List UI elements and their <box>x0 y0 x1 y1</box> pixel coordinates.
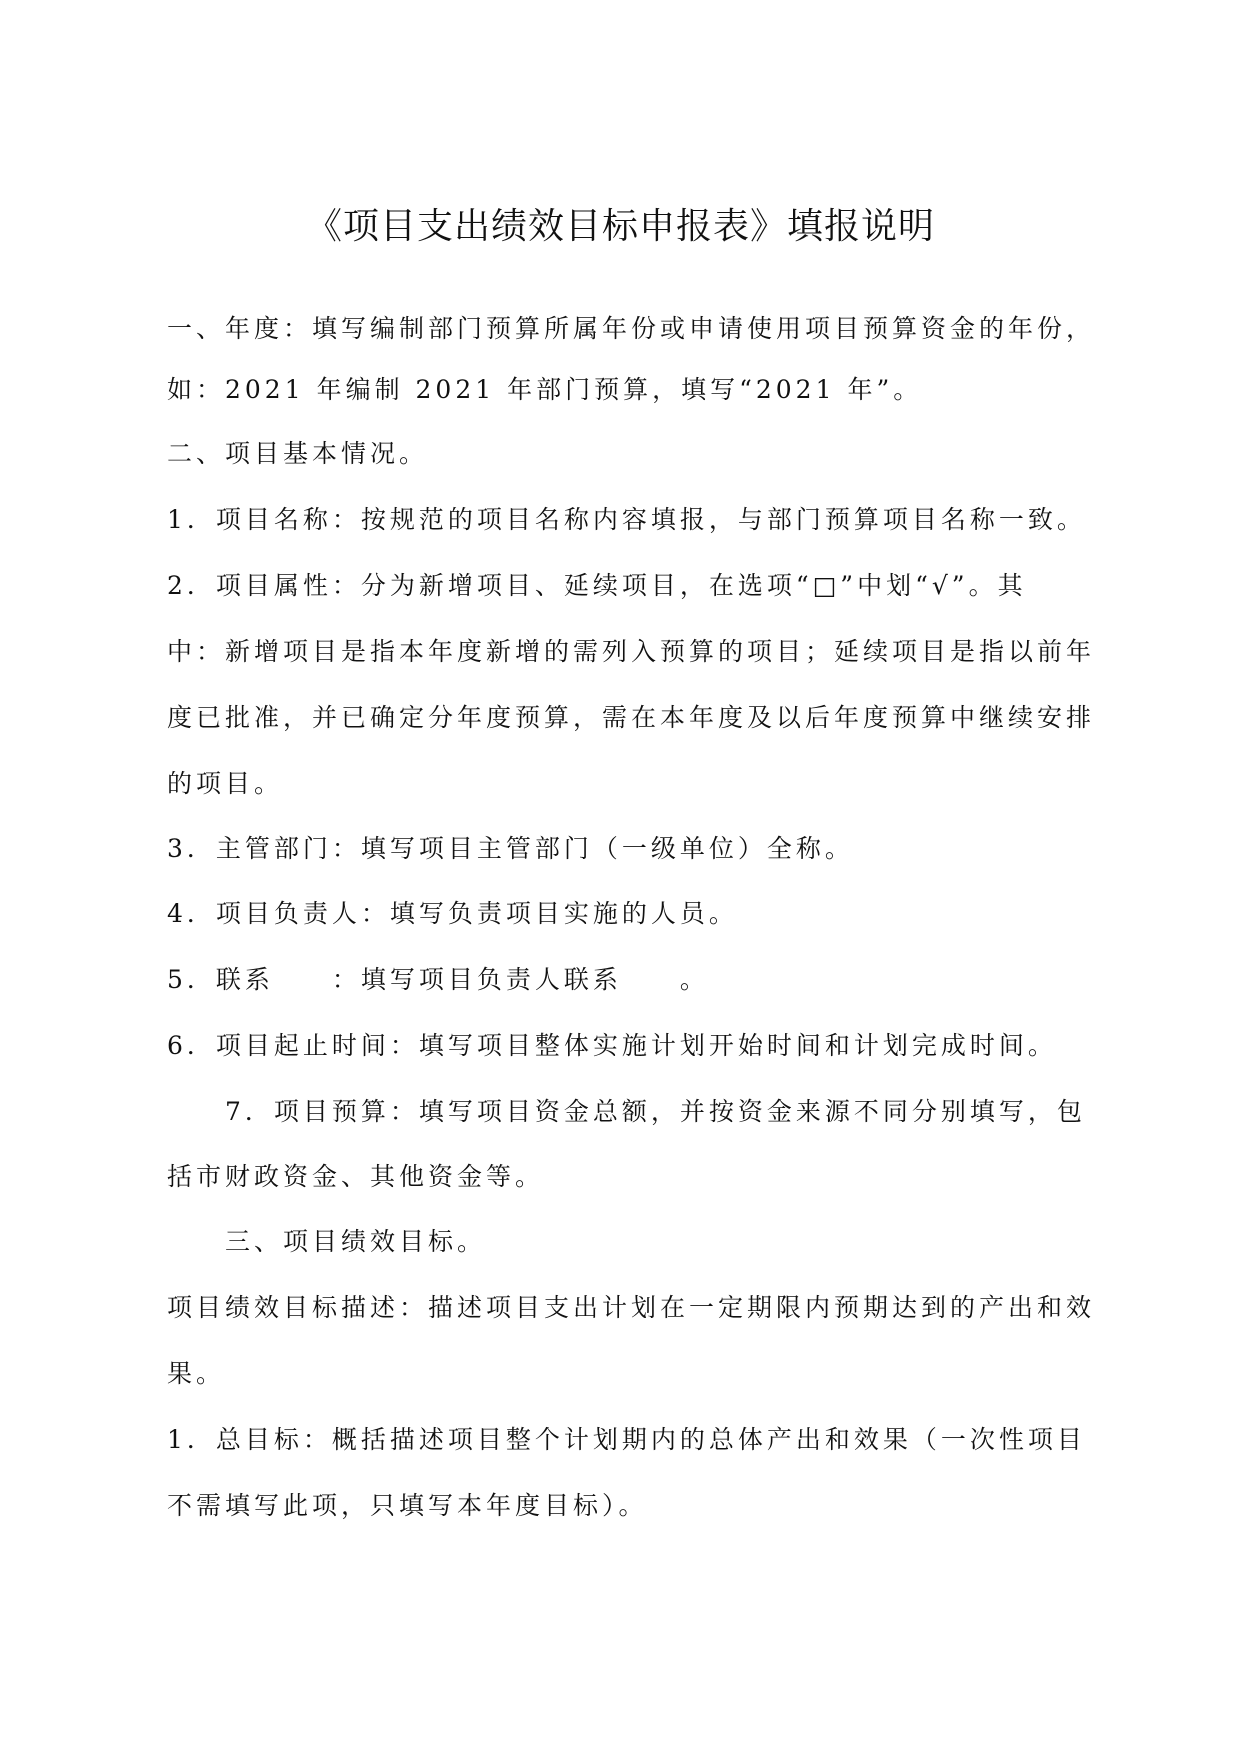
paragraph-line: 1．总目标：概括描述项目整个计划期内的总体产出和效果（一次性项目 <box>167 1425 1086 1454</box>
paragraph-line: 二、项目基本情况。 <box>167 439 429 468</box>
paragraph-line: 3．主管部门：填写项目主管部门（一级单位）全称。 <box>167 834 854 863</box>
paragraph-line: 1．项目名称：按规范的项目名称内容填报，与部门预算项目名称一致。 <box>167 505 1086 534</box>
paragraph-line: 4．项目负责人：填写负责项目实施的人员。 <box>167 899 738 928</box>
paragraph-line: 如：2021 年编制 2021 年部门预算，填写“2021 年”。 <box>167 375 923 404</box>
paragraph-line: 6．项目起止时间：填写项目整体实施计划开始时间和计划完成时间。 <box>167 1031 1057 1060</box>
paragraph-line: 果。 <box>167 1359 226 1388</box>
paragraph-line: 项目绩效目标描述：描述项目支出计划在一定期限内预期达到的产出和效 <box>167 1293 1096 1322</box>
paragraph-line: 一、年度：填写编制部门预算所属年份或申请使用项目预算资金的年份， <box>167 314 1096 343</box>
paragraph-line: 中：新增项目是指本年度新增的需列入预算的项目；延续项目是指以前年 <box>167 637 1096 666</box>
paragraph-line: 不需填写此项，只填写本年度目标）。 <box>167 1491 648 1520</box>
paragraph-line: 度已批准，并已确定分年度预算，需在本年度及以后年度预算中继续安排 <box>167 703 1096 732</box>
document-title: 《项目支出绩效目标申报表》填报说明 <box>305 206 935 247</box>
section-heading: 三、项目绩效目标。 <box>225 1227 487 1256</box>
paragraph-line: 的项目。 <box>167 769 284 798</box>
paragraph-line: 5．联系 ：填写项目负责人联系 。 <box>167 965 709 994</box>
paragraph-line: 括市财政资金、其他资金等。 <box>167 1162 545 1191</box>
paragraph-line: 7．项目预算：填写项目资金总额，并按资金来源不同分别填写，包 <box>225 1097 1086 1126</box>
paragraph-line: 2．项目属性：分为新增项目、延续项目，在选项“□”中划“√”。其 <box>167 571 1027 600</box>
